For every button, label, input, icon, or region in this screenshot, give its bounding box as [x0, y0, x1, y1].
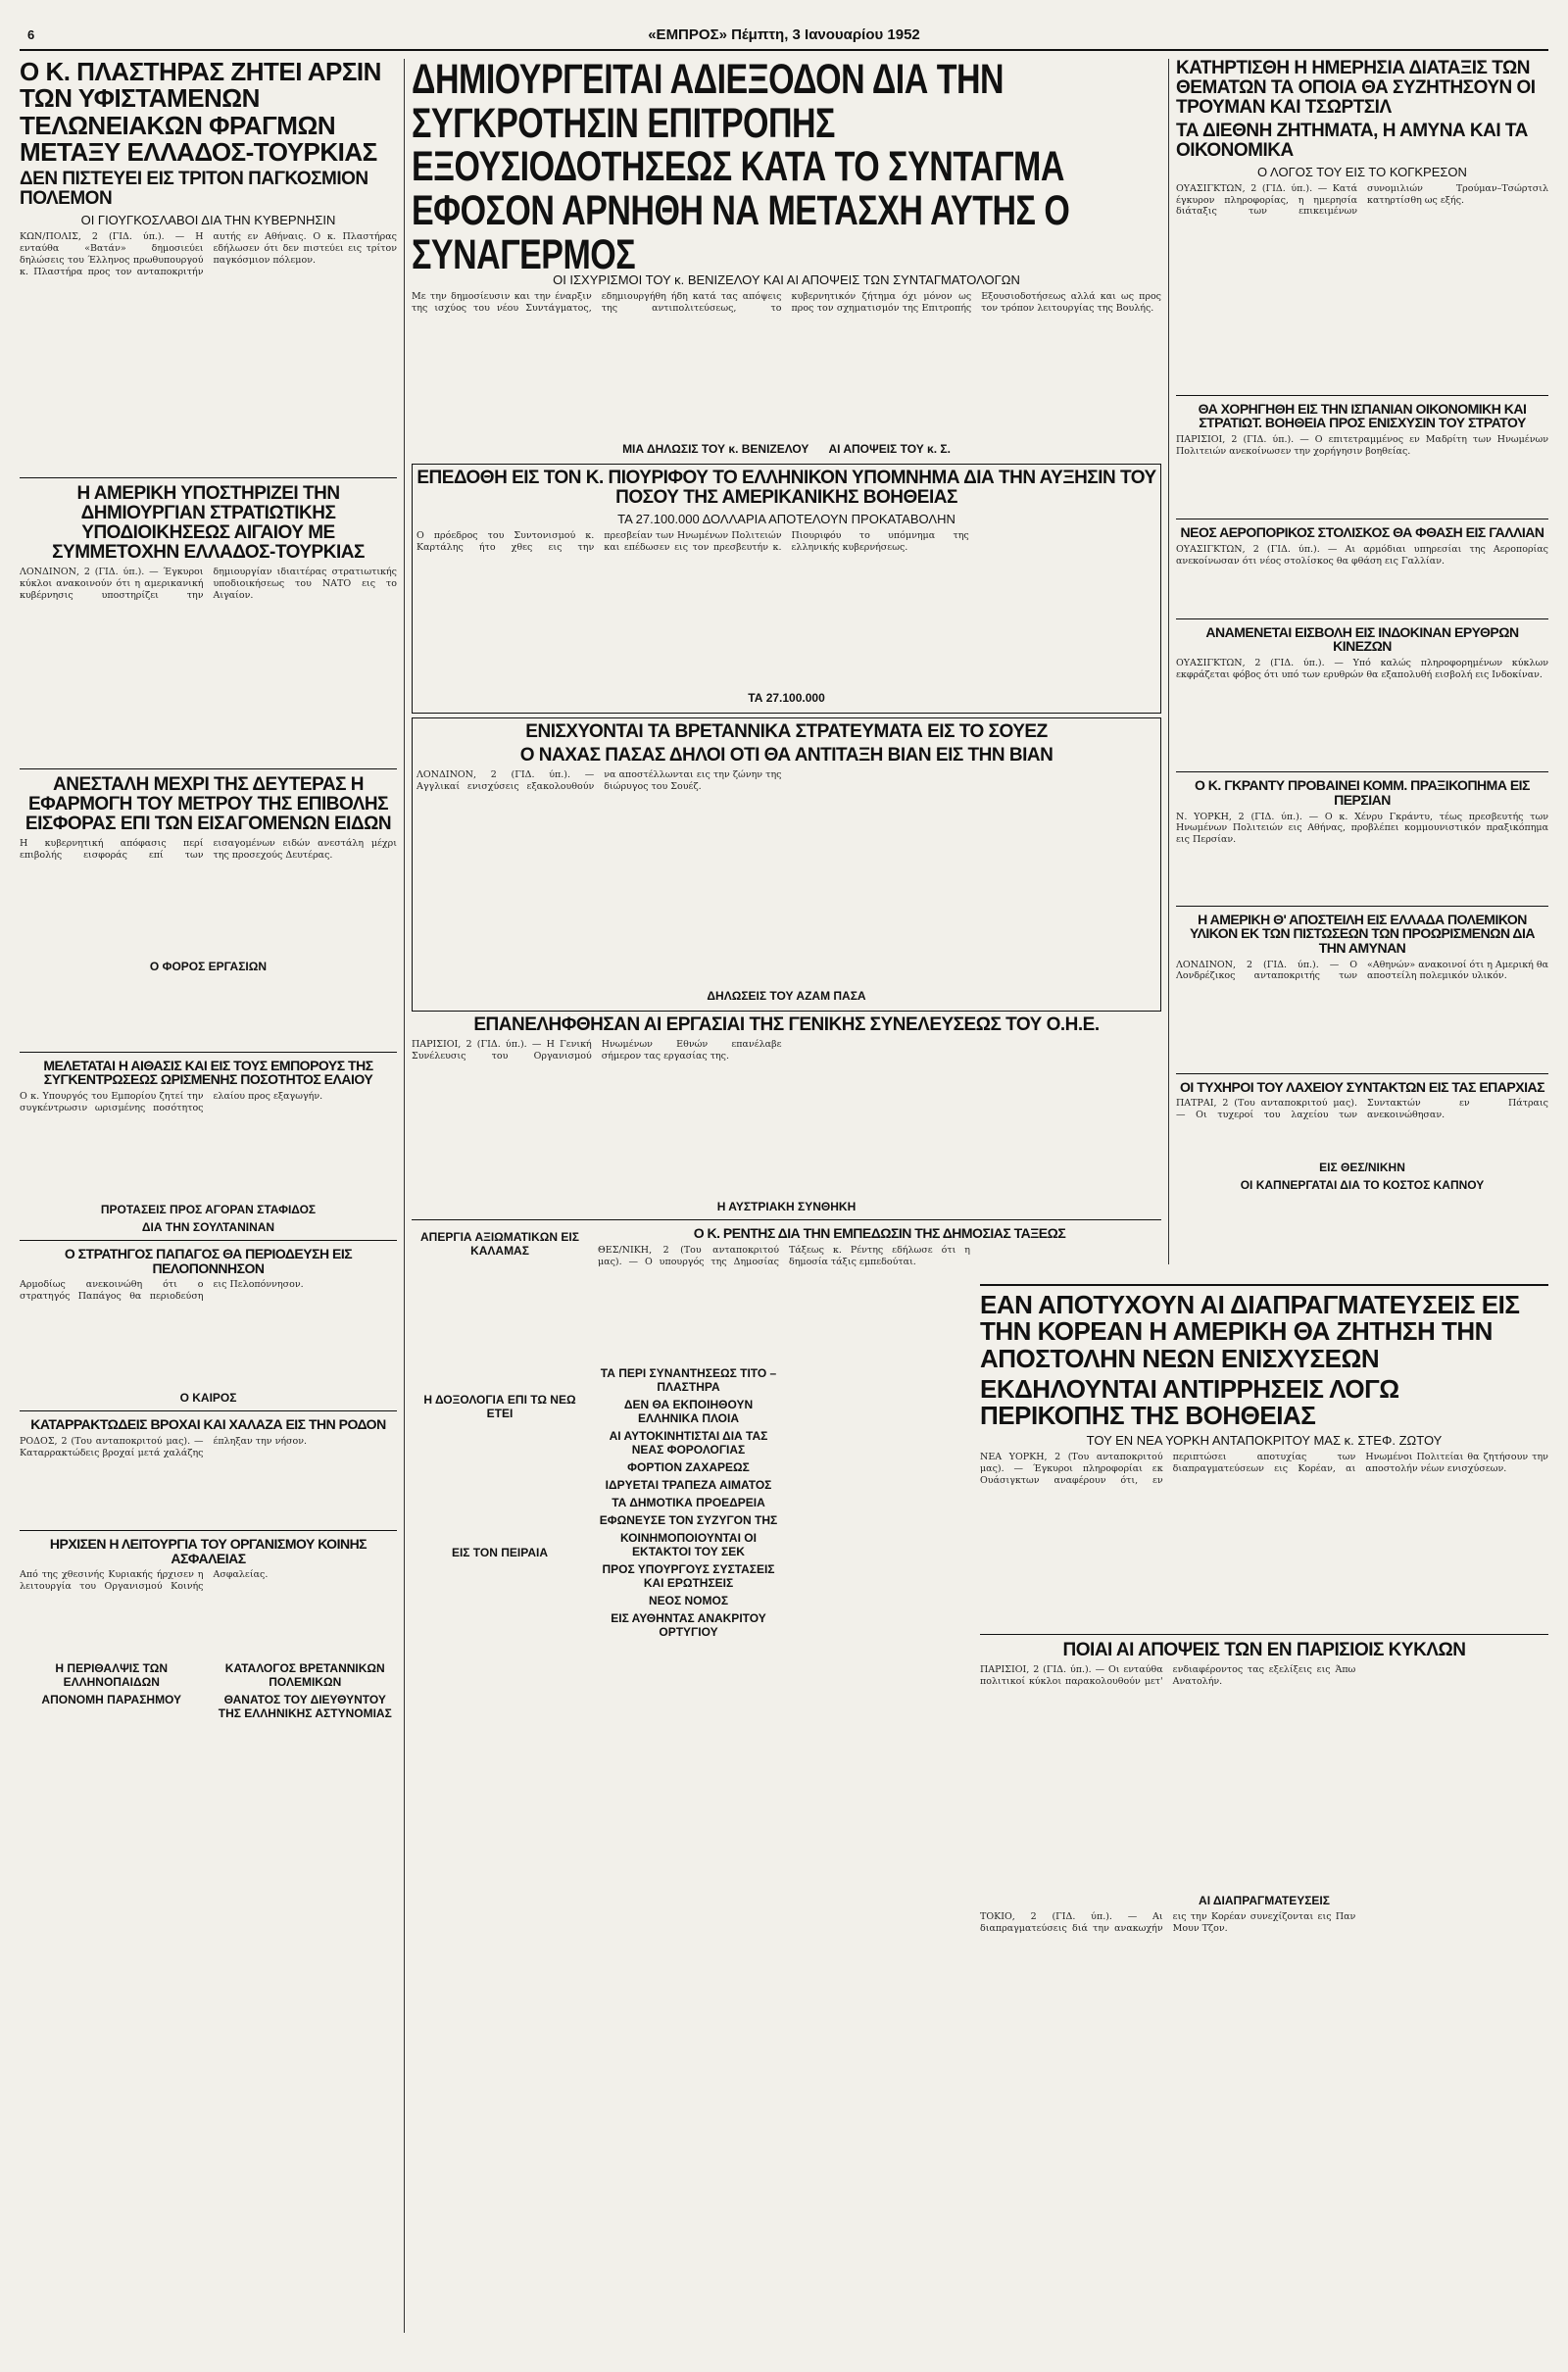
center-lower-left [412, 1226, 588, 1686]
center-sub6d: ΦΟΡΤΙΟΝ ΖΑΧΑΡΕΩΣ [627, 1459, 750, 1474]
page-number: 6 [27, 26, 35, 42]
center-kicker2: ΤΑ 27.100.000 ΔΟΛΛΑΡΙΑ ΑΠΟΤΕΛΟΥΝ ΠΡΟΚΑΤΑΒΟΛΗΝ [617, 512, 956, 527]
center-subs [412, 438, 1161, 460]
right-body3: ΟΥΑΣΙΓΚΤΩΝ, 2 (ΓΙΔ. ύπ.). — Αι αρμόδιαι υπηρεσίαι της Αεροπορίας ανεκοίνωσαν ότι νέος στολίσκος θα φθάση εις Γαλλίαν. [1176, 543, 1548, 567]
korea-headline: ΕΑΝ ΑΠΟΤΥΧΟΥΝ ΑΙ ΔΙΑΠΡΑΓΜΑΤΕΥΣΕΙΣ ΕΙΣ ΤΗΝ ΚΟΡΕΑΝ Η ΑΜΕΡΙΚΗ ΘΑ ΖΗΤΗΣΗ ΤΗΝ ΑΠΟΣΤΟΛΗΝ ΝΕΩΝ ΕΝΙΣΧΥΣΕΩΝ [980, 1290, 1520, 1373]
divider [412, 1219, 1161, 1220]
korea-subhead: ΕΚΔΗΛΟΥΝΤΑΙ ΑΝΤΙΡΡΗΣΕΙΣ ΛΟΓΩ ΠΕΡΙΚΟΠΗΣ ΤΗΣ ΒΟΗΘΕΙΑΣ [980, 1373, 1399, 1431]
left-body7: Από της χθεσινής Κυριακής ήρχισεν η λειτουργία του Οργανισμού Κοινής Ασφαλείας. [20, 1569, 269, 1593]
divider [20, 1410, 397, 1411]
left-headline6: ΚΑΤΑΡΡΑΚΤΩΔΕΙΣ ΒΡΟΧΑΙ ΚΑΙ ΧΑΛΑΖΑ ΕΙΣ ΤΗΝ ΡΟΔΟΝ [30, 1416, 386, 1433]
right-column [1176, 59, 1548, 1264]
right-subhead: ΤΑ ΔΙΕΘΝΗ ΖΗΤΗΜΑΤΑ, Η ΑΜΥΝΑ ΚΑΙ ΤΑ ΟΙΚΟΝΟΜΙΚΑ [1176, 120, 1528, 161]
center-sub5b: Η ΔΟΞΟΛΟΓΙΑ ΕΠΙ ΤΩ ΝΕΩ ΕΤΕΙ [423, 1393, 576, 1421]
center-sub7a: ΕΦΩΝΕΥΣΕ ΤΟΝ ΣΥΖΥΓΟΝ ΤΗΣ [599, 1512, 778, 1527]
right-headline4: ΑΝΑΜΕΝΕΤΑΙ ΕΙΣΒΟΛΗ ΕΙΣ ΙΝΔΟΚΙΝΑΝ ΕΡΥΘΡΩΝ ΚΙΝΕΖΩΝ [1205, 623, 1519, 655]
left-headline: Ο Κ. ΠΛΑΣΤΗΡΑΣ ΖΗΤΕΙ ΑΡΣΙΝ ΤΩΝ ΥΦΙΣΤΑΜΕΝΩΝ ΤΕΛΩΝΕΙΑΚΩΝ ΦΡΑΓΜΩΝ ΜΕΤΑΞΥ ΕΛΛΑΔΟΣ-ΤΟΥΡΚΙΑΣ [20, 59, 381, 167]
center-filler [412, 1261, 588, 1389]
left-subhead: ΔΕΝ ΠΙΣΤΕΥΕΙ ΕΙΣ ΤΡΙΤΟΝ ΠΑΓΚΟΣΜΙΟΝ ΠΟΛΕΜΟΝ [20, 169, 368, 210]
left-headline4: ΜΕΛΕΤΑΤΑΙ Η ΑΙΘΑΣΙΣ ΚΑΙ ΕΙΣ ΤΟΥΣ ΕΜΠΟΡΟΥΣ ΤΗΣ ΣΥΓΚΕΝΤΡΩΣΕΩΣ ΩΡΙΣΜΕΝΗΣ ΠΟΣΟΤΗΤΟΣ ΕΛΑΙΟΥ [43, 1057, 373, 1088]
center-sub1b: ΑΙ ΑΠΟΨΕΙΣ ΤΟΥ κ. Σ. [828, 442, 951, 457]
right-kicker: Ο ΛΟΓΟΣ ΤΟΥ ΕΙΣ ΤΟ ΚΟΓΚΡΕΣΟΝ [1257, 164, 1467, 179]
right-body2: ΠΑΡΙΣΙΟΙ, 2 (ΓΙΔ. ύπ.). — Ο επιτετραμμένος εν Μαδρίτη των Ηνωμένων Πολιτειών ανεκοίνωσεν την χορήγησιν βοηθείας. [1176, 434, 1548, 457]
divider [20, 477, 397, 478]
left-headline5: Ο ΣΤΡΑΤΗΓΟΣ ΠΑΠΑΓΟΣ ΘΑ ΠΕΡΙΟΔΕΥΣΗ ΕΙΣ ΠΕΛΟΠΟΝΝΗΣΟΝ [64, 1246, 353, 1276]
divider [1176, 906, 1548, 907]
left-headline3: ΑΝΕΣΤΑΛΗ ΜΕΧΡΙ ΤΗΣ ΔΕΥΤΕΡΑΣ Η ΕΦΑΡΜΟΓΗ ΤΟΥ ΜΕΤΡΟΥ ΤΗΣ ΕΠΙΒΟΛΗΣ ΕΙΣΦΟΡΑΣ ΕΠΙ ΤΩΝ ΕΙΣΑΓΟΜΕΝΩΝ ΕΙΔΩΝ [24, 773, 392, 834]
right-headline5: Ο Κ. ΓΚΡΑΝΤΥ ΠΡΟΒΑΙΝΕΙ ΚΟΜΜ. ΠΡΑΞΙΚΟΠΗΜΑ ΕΙΣ ΠΕΡΣΙΑΝ [1195, 777, 1530, 808]
center-sub6b: ΔΕΝ ΘΑ ΕΚΠΟΙΗΘΟΥΝ ΕΛΛΗΝΙΚΑ ΠΛΟΙΑ [623, 1397, 754, 1425]
aid-memo-box [412, 464, 1161, 714]
masthead [20, 20, 1548, 51]
korea-headline2: ΠΟΙΑΙ ΑΙ ΑΠΟΨΕΙΣ ΤΩΝ ΕΝ ΠΑΡΙΣΙΟΙΣ ΚΥΚΛΩΝ [1062, 1640, 1466, 1661]
right-body7: ΠΑΤΡΑΙ, 2 (Του ανταποκριτού μας). — Οι τυχεροί του λαχείου των Συντακτών εν Πάτραις ανεκοινώθησαν. [1176, 1098, 1548, 1121]
left-sub3a: Ο ΦΟΡΟΣ ΕΡΓΑΣΙΩΝ [149, 959, 268, 973]
center-kicker: ΟΙ ΙΣΧΥΡΙΣΜΟΙ ΤΟΥ κ. ΒΕΝΙΖΕΛΟΥ ΚΑΙ ΑΙ ΑΠΟΨΕΙΣ ΤΩΝ ΣΥΝΤΑΓΜΑΤΟΛΟΓΩΝ [553, 272, 1020, 288]
center-sub7d: ΝΕΟΣ ΝΟΜΟΣ [648, 1593, 729, 1607]
paper-dateline: «ΕΜΠΡΟΣ» Πέμπτη, 3 Ιανουαρίου 1952 [648, 25, 920, 43]
center-sub6a: ΤΑ ΠΕΡΙ ΣΥΝΑΝΤΗΣΕΩΣ ΤΙΤΟ – ΠΛΑΣΤΗΡΑ [600, 1365, 777, 1394]
korea-sub2a: ΑΙ ΔΙΑΠΡΑΓΜΑΤΕΥΣΕΙΣ [1199, 1894, 1330, 1908]
left-column [20, 59, 397, 2333]
column-rule [1168, 59, 1169, 1264]
left-body5: Αρμοδίως ανεκοινώθη ότι ο στρατηγός Παπάγος θα περιοδεύση εις Πελοπόννησον. [20, 1279, 304, 1303]
divider [1176, 1073, 1548, 1074]
left-body1: ΚΩΝ/ΠΟΛΙΣ, 2 (ΓΙΔ. ύπ.). — Η ενταύθα «Βατάν» δημοσιεύει δηλώσεις του Έλληνος πρωθυπουργού κ. Πλαστήρα προς τον ανταποκριτήν αυτής εν Αθήναις. Ο κ. Πλαστήρας εδήλωσεν ότι δεν πιστεύει εις τρίτον παγκόσμιον πόλεμον. [20, 231, 397, 277]
right-body5: Ν. ΥΟΡΚΗ, 2 (ΓΙΔ. ύπ.). — Ο κ. Χένρυ Γκράντυ, τέως πρεσβευτής των Ηνωμένων Πολιτειών εις Αθήνας, προβλέπει κομμουνιστικόν πραξικόπημα εις Περσίαν. [1176, 811, 1548, 846]
center-headline4: ΕΠΑΝΕΛΗΦΘΗΣΑΝ ΑΙ ΕΡΓΑΣΙΑΙ ΤΗΣ ΓΕΝΙΚΗΣ ΣΥΝΕΛΕΥΣΕΩΣ ΤΟΥ Ο.Η.Ε. [473, 1014, 1100, 1036]
center-sub6c: ΑΙ ΑΥΤΟΚΙΝΗΤΙΣΤΑΙ ΔΙΑ ΤΑΣ ΝΕΑΣ ΦΟΡΟΛΟΓΙΑΣ [609, 1428, 768, 1457]
center-sub7e: ΕΙΣ ΑΥΘΗΝΤΑΣ ΑΝΑΚΡΙΤΟΥ ΟΡΤΥΓΙΟΥ [611, 1610, 766, 1639]
divider [20, 1240, 397, 1241]
center-body2: Ο πρόεδρος του Συντονισμού κ. Καρτάλης ήτο χθες εις την πρεσβείαν των Ηνωμένων Πολιτειών και επέδωσεν εις τον πρεσβευτήν κ. Πιουριφόυ το υπόμνημα της ελληνικής κυβερνήσεως. [416, 530, 969, 554]
center-sub6f: ΤΑ ΔΗΜΟΤΙΚΑ ΠΡΟΕΔΡΕΙΑ [612, 1495, 765, 1509]
left-filler [20, 977, 397, 1046]
center-body1: Με την δημοσίευσιν και την έναρξιν της ισχύος του νέου Συντάγματος, εδημιουργήθη ήδη κατά τας απόψεις της αντιπολιτεύσεως, το κυβερνητικόν ζήτημα όχι μόνον ως προς τον σχηματισμόν της Επιτροπής Εξουσιοδοτήσεως αλλά και ως προς τον τρόπον λειτουργίας της Βουλής. [412, 291, 1161, 315]
korea-body3: ΤΟΚΙΟ, 2 (ΓΙΔ. ύπ.). — Αι διαπραγματεύσεις διά την ανακωχήν εις την Κορέαν συνεχίζονται εις Παν Μουν Τζον. [980, 1911, 1356, 1935]
center-sub1a: ΜΙΑ ΔΗΛΩΣΙΣ ΤΟΥ κ. ΒΕΝΙΖΕΛΟΥ [622, 442, 809, 457]
left-sub4b: ΔΙΑ ΤΗΝ ΣΟΥΛΤΑΝΙΝΑΝ [141, 1220, 275, 1234]
divider [20, 768, 397, 769]
left-body6: ΡΟΔΟΣ, 2 (Του ανταποκριτού μας). — Καταρρακτώδεις βροχαί μετά χαλάζης έπληξαν την νήσον. [20, 1436, 308, 1458]
center-sub6e: ΙΔΡΥΕΤΑΙ ΤΡΑΠΕΖΑ ΑΙΜΑΤΟΣ [605, 1477, 772, 1492]
center-sub3a: ΔΗΛΩΣΕΙΣ ΤΟΥ ΑΖΑΜ ΠΑΣΑ [707, 989, 866, 1004]
left-sub7c: ΘΑΝΑΤΟΣ ΤΟΥ ΔΙΕΥΘΥΝΤΟΥ ΤΗΣ ΕΛΛΗΝΙΚΗΣ ΑΣΤΥΝΟΜΙΑΣ [218, 1693, 392, 1721]
center-sub5c: ΕΙΣ ΤΟΝ ΠΕΙΡΑΙΑ [451, 1546, 549, 1560]
right-headline3: ΝΕΟΣ ΑΕΡΟΠΟΡΙΚΟΣ ΣΤΟΛΙΣΚΟΣ ΘΑ ΦΘΑΣΗ ΕΙΣ ΓΑΛΛΙΑΝ [1180, 524, 1544, 541]
divider [1176, 618, 1548, 619]
suez-box [412, 717, 1161, 1012]
korea-section [980, 1284, 1548, 2325]
left-headline2: Η ΑΜΕΡΙΚΗ ΥΠΟΣΤΗΡΙΖΕΙ ΤΗΝ ΔΗΜΙΟΥΡΓΙΑΝ ΣΤΡΑΤΙΩΤΙΚΗΣ ΥΠΟΔΙΟΙΚΗΣΕΩΣ ΑΙΓΑΙΟΥ ΜΕ ΣΥΜΜΕΤΟΧΗΝ ΕΛΛΑΔΟΣ-ΤΟΥΡΚΙΑΣ [52, 483, 365, 563]
center-sub2a: ΤΑ 27.100.000 [748, 691, 825, 706]
center-body3: ΛΟΝΔΙΝΟΝ, 2 (ΓΙΔ. ύπ.). — Αγγλικαί ενισχύσεις εξακολουθούν να αποστέλλωνται εις την ζώνην της διώρυγος του Σουέζ. [416, 769, 782, 793]
left-body3: Η κυβερνητική απόφασις περί επιβολής εισφοράς επί των εισαγομένων ειδών ανεστάλη μέχρι της προσεχούς Δευτέρας. [20, 837, 397, 861]
left-sub7a: Η ΠΕΡΙΘΑΛΨΙΣ ΤΩΝ ΕΛΛΗΝΟΠΑΙΔΩΝ [55, 1661, 169, 1690]
short-item [20, 1657, 204, 1724]
right-headline2: ΘΑ ΧΟΡΗΓΗΘΗ ΕΙΣ ΤΗΝ ΙΣΠΑΝΙΑΝ ΟΙΚΟΝΟΜΙΚΗ ΚΑΙ ΣΤΡΑΤΙΩΤ. ΒΟΗΘΕΙΑ ΠΡΟΣ ΕΝΙΣΧΥΣΙΝ ΤΟΥ ΣΤΡΑΤΟΥ [1198, 400, 1527, 431]
center-headline2: ΕΠΕΔΟΘΗ ΕΙΣ ΤΟΝ Κ. ΠΙΟΥΡΙΦΟΥ ΤΟ ΕΛΛΗΝΙΚΟΝ ΥΠΟΜΝΗΜΑ ΔΙΑ ΤΗΝ ΑΥΞΗΣΙΝ ΤΟΥ ΠΟΣΟΥ ΤΗΣ ΑΜΕΡΙΚΑΝΙΚΗΣ ΒΟΗΘΕΙΑΣ [416, 468, 1156, 509]
divider [20, 1052, 397, 1053]
center-headline5: Ο Κ. ΡΕΝΤΗΣ ΔΙΑ ΤΗΝ ΕΜΠΕΔΩΣΙΝ ΤΗΣ ΔΗΜΟΣΙΑΣ ΤΑΞΕΩΣ [693, 1225, 1066, 1242]
right-headline6: Η ΑΜΕΡΙΚΗ Θ' ΑΠΟΣΤΕΙΛΗ ΕΙΣ ΕΛΛΑΔΑ ΠΟΛΕΜΙΚΟΝ ΥΛΙΚΟΝ ΕΚ ΤΩΝ ΠΙΣΤΩΣΕΩΝ ΤΩΝ ΠΡΟΩΡΙΣΜΕΝΩΝ ΔΙΑ ΤΗΝ ΑΜΥΝΑΝ [1190, 911, 1535, 956]
center-body4: ΠΑΡΙΣΙΟΙ, 2 (ΓΙΔ. ύπ.). — Η Γενική Συνέλευσις του Οργανισμού Ηνωμένων Εθνών επανέλαβε σήμερον τας εργασίας της. [412, 1039, 782, 1062]
korea-byline: ΤΟΥ ΕΝ ΝΕΑ ΥΟΡΚΗ ΑΝΤΑΠΟΚΡΙΤΟΥ ΜΑΣ κ. ΣΤΕΦ. ΖΩΤΟΥ [1086, 1433, 1443, 1449]
right-body6: ΛΟΝΔΙΝΟΝ, 2 (ΓΙΔ. ύπ.). — Ο Λονδρέζικος ανταποκριτής των «Αθηνών» ανακοινοί ότι η Αμερική θα αποστείλη πολεμικόν υλικόν. [1176, 959, 1548, 982]
left-kicker: ΟΙ ΓΙΟΥΓΚΟΣΛΑΒΟΙ ΔΙΑ ΤΗΝ ΚΥΒΕΡΝΗΣΙΝ [80, 213, 336, 228]
center-filler [412, 1424, 588, 1542]
left-sub5a: Ο ΚΑΙΡΟΣ [179, 1391, 237, 1406]
divider [1176, 771, 1548, 772]
center-body5: ΘΕΣ/ΝΙΚΗ, 2 (Του ανταποκριτού μας). — Ο υπουργός της Δημοσίας Τάξεως κ. Ρέντης εδήλωσε ότι η δημοσία τάξις εμπεδούται. [598, 1244, 970, 1267]
left-body2: ΛΟΝΔΙΝΟΝ, 2 (ΓΙΔ. ύπ.). — Έγκυροι κύκλοι ανακοινούν ότι η αμερικανική κυβέρνησις υποστηρίζει την δημιουργίαν ιδιαιτέρας στρατιωτικής υποδιοικήσεως του ΝΑΤΟ εις το Αιγαίον. [20, 566, 397, 601]
korea-body2: ΠΑΡΙΣΙΟΙ, 2 (ΓΙΔ. ύπ.). — Οι ενταύθα πολιτικοί κύκλοι παρακολουθούν μετ' ενδιαφέροντος τας εξελίξεις εις Άπω Ανατολήν. [980, 1664, 1356, 1688]
korea-body1: ΝΕΑ ΥΟΡΚΗ, 2 (Του ανταποκριτού μας). — Έγκυροι πληροφορίαι εκ Ουάσιγκτων αναφέρουν ότι, εν περιπτώσει αποτυχίας των διαπραγματεύσεων εις Κορέαν, αι Ηνωμένοι Πολιτείαι θα ζητήσουν την αποστολήν νέων ενισχύσεων. [980, 1452, 1548, 1487]
center-headline: ΔΗΜΙΟΥΡΓΕΙΤΑΙ ΑΔΙΕΞΟΔΟΝ ΔΙΑ ΤΗΝ ΣΥΓΚΡΟΤΗΣΙΝ ΕΠΙΤΡΟΠΗΣ ΕΞΟΥΣΙΟΔΟΤΗΣΕΩΣ ΚΑΤΑ ΤΟ ΣΥΝΤΑΓΜΑ ΕΦΟΣΟΝ ΑΡΝΗΘΗ ΝΑ ΜΕΤΑΣΧΗ ΑΥΤΗΣ Ο ΣΥΝΑΓΕΡΜΟΣ [412, 59, 1070, 278]
left-body4: Ο κ. Υπουργός του Εμπορίου ζητεί την συγκέντρωσιν ωρισμένης ποσότητος ελαίου προς εξαγωγήν. [20, 1091, 323, 1113]
right-body4: ΟΥΑΣΙΓΚΤΩΝ, 2 (ΓΙΔ. ύπ.). — Υπό καλώς πληροφορημένων κύκλων εκφράζεται φόβος ότι υπό των ερυθρών θα εξαπολυθή εισβολή εις Ινδοκίναν. [1176, 658, 1548, 680]
right-headline: ΚΑΤΗΡΤΙΣΘΗ Η ΗΜΕΡΗΣΙΑ ΔΙΑΤΑΞΙΣ ΤΩΝ ΘΕΜΑΤΩΝ ΤΑ ΟΠΟΙΑ ΘΑ ΣΥΖΗΤΗΣΟΥΝ ΟΙ ΤΡΟΥΜΑΝ ΚΑΙ ΤΣΩΡΤΣΙΛ [1176, 59, 1536, 118]
right-sub7a: ΕΙΣ ΘΕΣ/ΝΙΚΗΝ [1319, 1161, 1405, 1175]
right-headline7: ΟΙ ΤΥΧΗΡΟΙ ΤΟΥ ΛΑΧΕΙΟΥ ΣΥΝΤΑΚΤΩΝ ΕΙΣ ΤΑΣ ΕΠΑΡΧΙΑΣ [1180, 1078, 1544, 1095]
left-sub7d: ΑΠΟΝΟΜΗ ΠΑΡΑΣΗΜΟΥ [41, 1693, 182, 1707]
newspaper-page [20, 20, 1548, 2333]
center-sub7b: ΚΟΙΝΗΜΟΠΟΙΟΥΝΤΑΙ ΟΙ ΕΚΤΑΚΤΟΙ ΤΟΥ ΣΕΚ [620, 1530, 757, 1558]
left-sub4a: ΠΡΟΤΑΣΕΙΣ ΠΡΟΣ ΑΓΟΡΑΝ ΣΤΑΦΙΔΟΣ [100, 1203, 317, 1216]
right-body1: ΟΥΑΣΙΓΚΤΩΝ, 2 (ΓΙΔ. ύπ.). — Κατά έγκυρον πληροφορίας, η ημερησία διάταξις των επικειμένων συνομιλιών Τρούμαν–Τσώρτσιλ κατηρτίσθη ως εξής. [1176, 182, 1548, 218]
center-headline3b: Ο ΝΑΧΑΣ ΠΑΣΑΣ ΔΗΛΟΙ ΟΤΙ ΘΑ ΑΝΤΙΤΑΞΗ ΒΙΑΝ ΕΙΣ ΤΗΝ ΒΙΑΝ [519, 745, 1054, 766]
left-sub7b: ΚΑΤΑΛΟΓΟΣ ΒΡΕΤΑΝΝΙΚΩΝ ΠΟΛΕΜΙΚΩΝ [224, 1661, 385, 1690]
divider [980, 1634, 1548, 1635]
right-sub7b: ΟΙ ΚΑΠΝΕΡΓΑΤΑΙ ΔΙΑ ΤΟ ΚΟΣΤΟΣ ΚΑΠΝΟΥ [1240, 1178, 1485, 1193]
divider [1176, 395, 1548, 396]
center-sub7c: ΠΡΟΣ ΥΠΟΥΡΓΟΥΣ ΣΥΣΤΑΣΕΙΣ ΚΑΙ ΕΡΩΤΗΣΕΙΣ [602, 1561, 775, 1590]
divider [20, 1530, 397, 1531]
left-shorts [20, 1657, 397, 1724]
column-rule [404, 59, 405, 2333]
center-sub4a: Η ΑΥΣΤΡΙΑΚΗ ΣΥΝΘΗΚΗ [716, 1200, 857, 1214]
center-sub5a: ΑΠΕΡΓΙΑ ΑΞΙΩΜΑΤΙΚΩΝ ΕΙΣ ΚΑΛΑΜΑΣ [420, 1230, 579, 1259]
left-headline7: ΗΡΧΙΣΕΝ Η ΛΕΙΤΟΥΡΓΙΑ ΤΟΥ ΟΡΓΑΝΙΣΜΟΥ ΚΟΙΝΗΣ ΑΣΦΑΛΕΙΑΣ [49, 1536, 368, 1566]
center-headline3: ΕΝΙΣΧΥΟΝΤΑΙ ΤΑ ΒΡΕΤΑΝΝΙΚΑ ΣΤΡΑΤΕΥΜΑΤΑ ΕΙΣ ΤΟ ΣΟΥΕΖ [525, 721, 1048, 743]
short-item [214, 1657, 398, 1724]
